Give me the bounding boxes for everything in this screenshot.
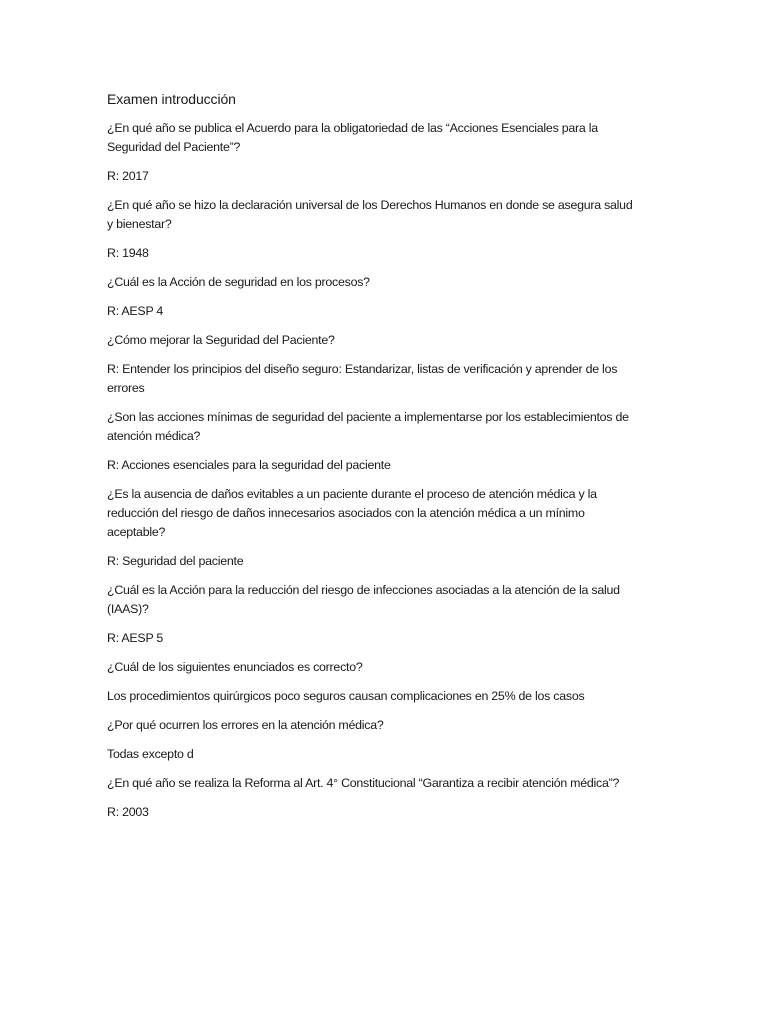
question-6: ¿Es la ausencia de daños evitables a un paciente durante el proceso de atención médica y la reducción del riesgo de daños innecesarios asociados con la atención médica a un mínimo aceptable? xyxy=(107,487,597,539)
answer-2: R: 1948 xyxy=(107,246,149,260)
question-5: ¿Son las acciones mínimas de seguridad del paciente a implementarse por los establecimientos de atención médica? xyxy=(107,410,629,443)
answer-9: Todas excepto d xyxy=(107,747,194,761)
question-2: ¿En qué año se hizo la declaración universal de los Derechos Humanos en donde se asegura salud y bienestar? xyxy=(107,198,633,231)
question-4: ¿Cómo mejorar la Seguridad del Paciente? xyxy=(107,333,335,347)
answer-1: R: 2017 xyxy=(107,169,149,183)
answer-4: R: Entender los principios del diseño seguro: Estandarizar, listas de verificación y aprender de los errores xyxy=(107,362,618,395)
document-body xyxy=(107,90,667,832)
question-1: ¿En qué año se publica el Acuerdo para la obligatoriedad de las “Acciones Esenciales para la Seguridad del Paciente”? xyxy=(107,121,598,154)
answer-6: R: Seguridad del paciente xyxy=(107,554,244,568)
document-title: Examen introducción xyxy=(107,91,236,107)
answer-5: R: Acciones esenciales para la seguridad del paciente xyxy=(107,458,391,472)
question-10: ¿En qué año se realiza la Reforma al Art. 4° Constitucional “Garantiza a recibir atención médica”? xyxy=(107,776,620,790)
answer-8: Los procedimientos quirúrgicos poco seguros causan complicaciones en 25% de los casos xyxy=(107,689,585,703)
question-7: ¿Cuál es la Acción para la reducción del riesgo de infecciones asociadas a la atención de la salud (IAAS)? xyxy=(107,583,620,616)
answer-7: R: AESP 5 xyxy=(107,631,164,645)
question-8: ¿Cuál de los siguientes enunciados es correcto? xyxy=(107,660,363,674)
question-9: ¿Por qué ocurren los errores en la atención médica? xyxy=(107,718,384,732)
answer-3: R: AESP 4 xyxy=(107,304,164,318)
answer-10: R: 2003 xyxy=(107,805,149,819)
question-3: ¿Cuál es la Acción de seguridad en los procesos? xyxy=(107,275,370,289)
